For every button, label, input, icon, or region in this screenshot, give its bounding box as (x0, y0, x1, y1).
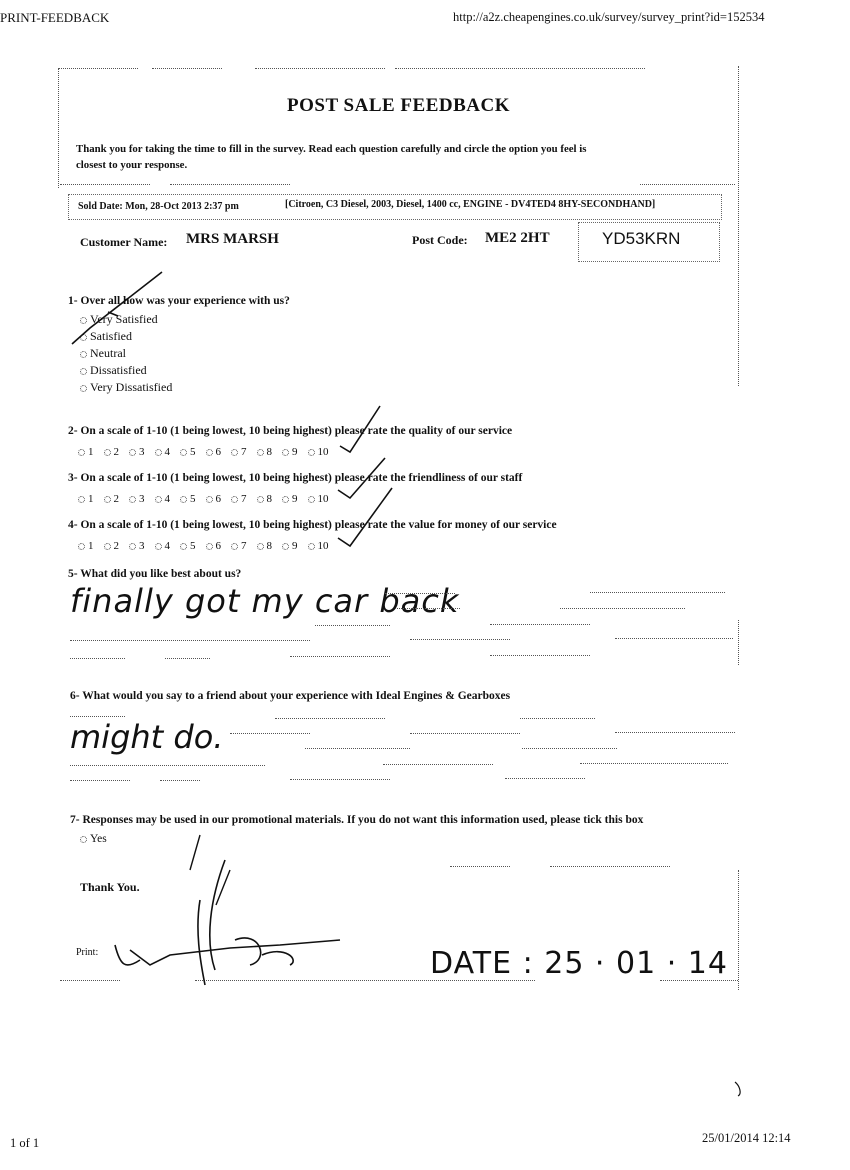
postcode-value: ME2 2HT (485, 230, 550, 246)
q2-tick-mark (340, 406, 380, 452)
scale-label: 2 (113, 493, 119, 505)
signature-ink (115, 860, 340, 985)
scale-label: 10 (317, 446, 329, 458)
question-5: 5- What did you like best about us? (68, 568, 242, 580)
postcode-label: Post Code: (412, 233, 468, 247)
scale-label: 6 (215, 493, 221, 505)
option-label: Dissatisfied (90, 363, 147, 377)
question-3: 3- On a scale of 1-10 (1 being lowest, 10 being highest) please rate the friendliness of our staff (68, 472, 523, 484)
stray-mark (735, 1082, 740, 1096)
page-title: POST SALE FEEDBACK (287, 95, 510, 116)
option-label: Very Dissatisfied (90, 380, 173, 394)
scale-label: 7 (241, 540, 247, 552)
print-timestamp: 25/01/2014 12:14 (702, 1131, 791, 1145)
print-label: Print: (76, 947, 99, 958)
scale-label: 1 (88, 446, 94, 458)
scale-label: 3 (139, 540, 145, 552)
scale-label: 7 (241, 493, 247, 505)
scale-label: 2 (113, 540, 119, 552)
scale-label: 4 (164, 493, 170, 505)
sold-date: Sold Date: Mon, 28-Oct 2013 2:37 pm (78, 201, 239, 212)
scale-label: 6 (215, 540, 221, 552)
q1-tick-mark (72, 272, 162, 344)
question-7: 7- Responses may be used in our promotional materials. If you do not want this information used, please tick this box (70, 814, 644, 826)
q6-handwritten-answer: might do. (70, 718, 224, 756)
option-label: Satisfied (90, 329, 132, 343)
signature-ink (190, 835, 230, 905)
intro-text-2: closest to your response. (76, 159, 188, 171)
scale-label: 7 (241, 446, 247, 458)
scale-label: 1 (88, 540, 94, 552)
page-number: 1 of 1 (10, 1136, 40, 1150)
scale-label: 10 (317, 540, 329, 552)
q3-tick-mark (338, 458, 385, 498)
scale-label: 8 (266, 446, 272, 458)
option-label: Neutral (90, 346, 126, 360)
option-label: Very Satisfied (90, 312, 158, 326)
registration-value: YD53KRN (602, 229, 681, 248)
print-header-title: PRINT-FEEDBACK (0, 10, 110, 25)
scale-label: 9 (292, 446, 298, 458)
scale-label: 5 (190, 540, 196, 552)
scale-label: 5 (190, 446, 196, 458)
customer-name-value: MRS MARSH (186, 231, 279, 247)
scale-label: 8 (266, 493, 272, 505)
question-6: 6- What would you say to a friend about your experience with Ideal Engines & Gearboxes (70, 690, 511, 702)
question-4: 4- On a scale of 1-10 (1 being lowest, 10 being highest) please rate the value for money of our service (68, 519, 557, 531)
handwritten-date: DATE : 25 · 01 · 14 (430, 946, 728, 981)
scale-label: 1 (88, 493, 94, 505)
option-label: Yes (90, 833, 107, 845)
scale-label: 9 (292, 540, 298, 552)
vehicle-details: [Citroen, C3 Diesel, 2003, Diesel, 1400 cc, ENGINE - DV4TED4 8HY-SECONDHAND] (285, 199, 656, 210)
scale-label: 3 (139, 446, 145, 458)
scale-label: 9 (292, 493, 298, 505)
scale-label: 5 (190, 493, 196, 505)
question-2: 2- On a scale of 1-10 (1 being lowest, 10 being highest) please rate the quality of our service (68, 425, 513, 437)
scale-label: 4 (164, 446, 170, 458)
intro-text: Thank you for taking the time to fill in the survey. Read each question carefully and circle the option you feel is (76, 143, 587, 155)
scale-label: 4 (164, 540, 170, 552)
question-1: 1- Over all how was your experience with us? (68, 295, 290, 307)
q5-handwritten-answer: finally got my car back (70, 582, 460, 620)
scale-label: 10 (317, 493, 329, 505)
customer-name-label: Customer Name: (80, 235, 168, 249)
print-header-url: http://a2z.cheapengines.co.uk/survey/survey_print?id=152534 (453, 10, 765, 24)
scale-label: 8 (266, 540, 272, 552)
thank-you-text: Thank You. (80, 880, 140, 894)
scale-label: 3 (139, 493, 145, 505)
scale-label: 6 (215, 446, 221, 458)
scale-label: 2 (113, 446, 119, 458)
q4-tick-mark (338, 488, 392, 546)
